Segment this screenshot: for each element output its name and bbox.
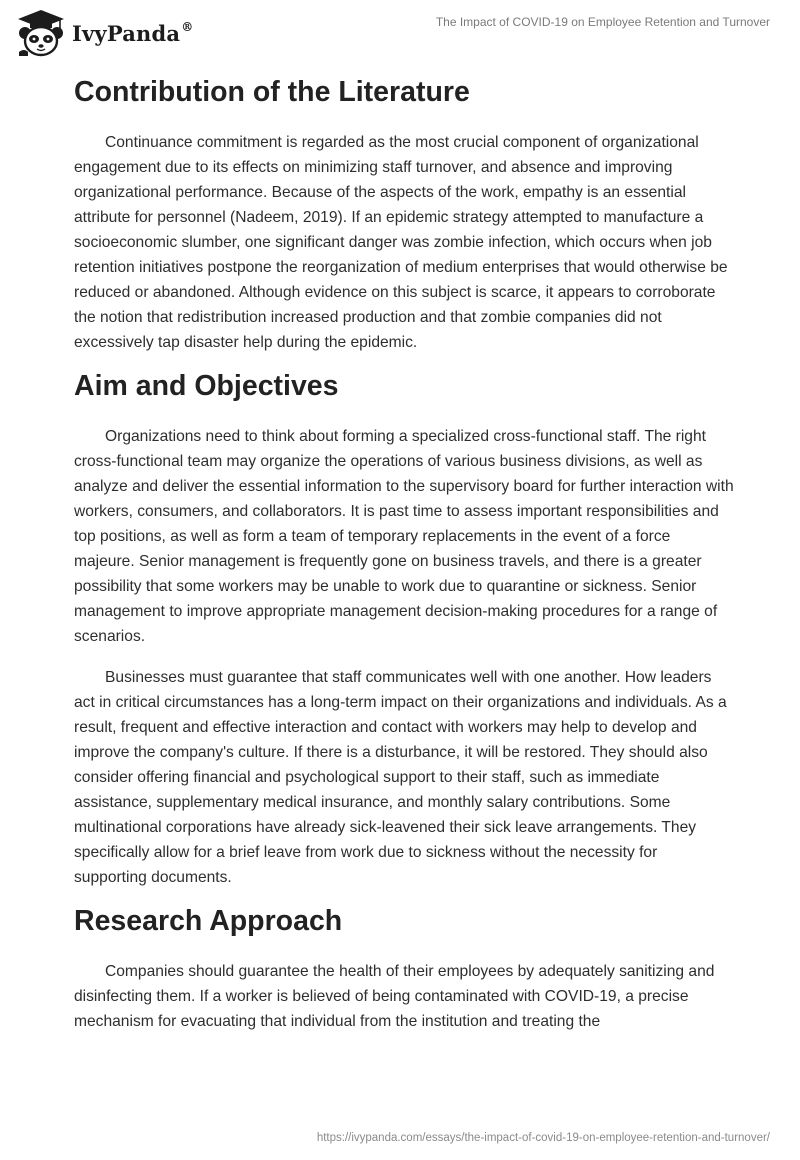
section-body-research: [74, 959, 734, 1034]
brand-logo[interactable]: [14, 8, 193, 58]
source-url-link[interactable]: https://ivypanda.com/essays/the-impact-of-covid-19-on-employee-retention-and-turnover/: [316, 1132, 770, 1144]
paragraph: Companies should guarantee the health of their employees by adequately sanitizing and disinfecting them. If a worker is believed of being contaminated with COVID-19, a precise mechanism for evacuating that individual from the institution and treating the: [74, 963, 715, 1030]
section-body-aims: [74, 424, 734, 890]
section-heading-research: Research Approach: [74, 905, 343, 937]
panda-graduation-cap-icon: [14, 8, 68, 58]
paragraph: Continuance commitment is regarded as the most crucial component of organizational engagement due to its effects on minimizing staff turnover, and absence and improving organizational performance. Because of the aspects of the work, empathy is an essential attribute for personnel (Nadeem, 2019). If an epidemic strategy attempted to manufacture a socioeconomic slumber, one significant danger was zombie infection, which occurs when job retention initiatives postpone the reorganization of medium enterprises that would otherwise be reduced or abandoned. Although evidence on this subject is scarce, it appears to corroborate the notion that redistribution increased production and that zombie companies did not excessively tap disaster help during the epidemic.: [74, 134, 728, 351]
paragraph: Businesses must guarantee that staff communicates well with one another. How leaders act in critical circumstances has a long-term impact on their organizations and individuals. As a result, frequent and effective interaction and contact with workers may help to develop and improve the company's culture. If there is a disturbance, it will be restored. They should also consider offering financial and psychological support to their staff, such as immediate assistance, supplementary medical insurance, and monthly salary contributions. Some multinational corporations have already sick-leavened their sick leave arrangements. They specifically allow for a brief leave from work due to sickness without the necessity for supporting documents.: [74, 669, 727, 886]
brand-name: IvyPanda®: [72, 19, 194, 46]
section-heading-aims: Aim and Objectives: [74, 370, 339, 402]
paragraph: Organizations need to think about forming a specialized cross-functional staff. The right cross-functional team may organize the operations of various business divisions, as well as analyze and deliver the essential information to the supervisory board for further interaction with workers, consumers, and collaborators. It is past time to assess important responsibilities and top positions, as well as form a team of temporary replacements in the event of a force majeure. Senior management is frequently gone on business travels, and there is a greater possibility that some workers may be unable to work due to quarantine or sickness. Senior management to improve appropriate management decision-making procedures for a range of scenarios.: [74, 428, 734, 645]
essay-content: [74, 72, 734, 1034]
page-header: [0, 0, 800, 70]
section-heading-literature: Contribution of the Literature: [74, 76, 470, 108]
document-title: The Impact of COVID-19 on Employee Retention and Turnover: [435, 15, 770, 29]
section-body-literature: [74, 130, 734, 355]
